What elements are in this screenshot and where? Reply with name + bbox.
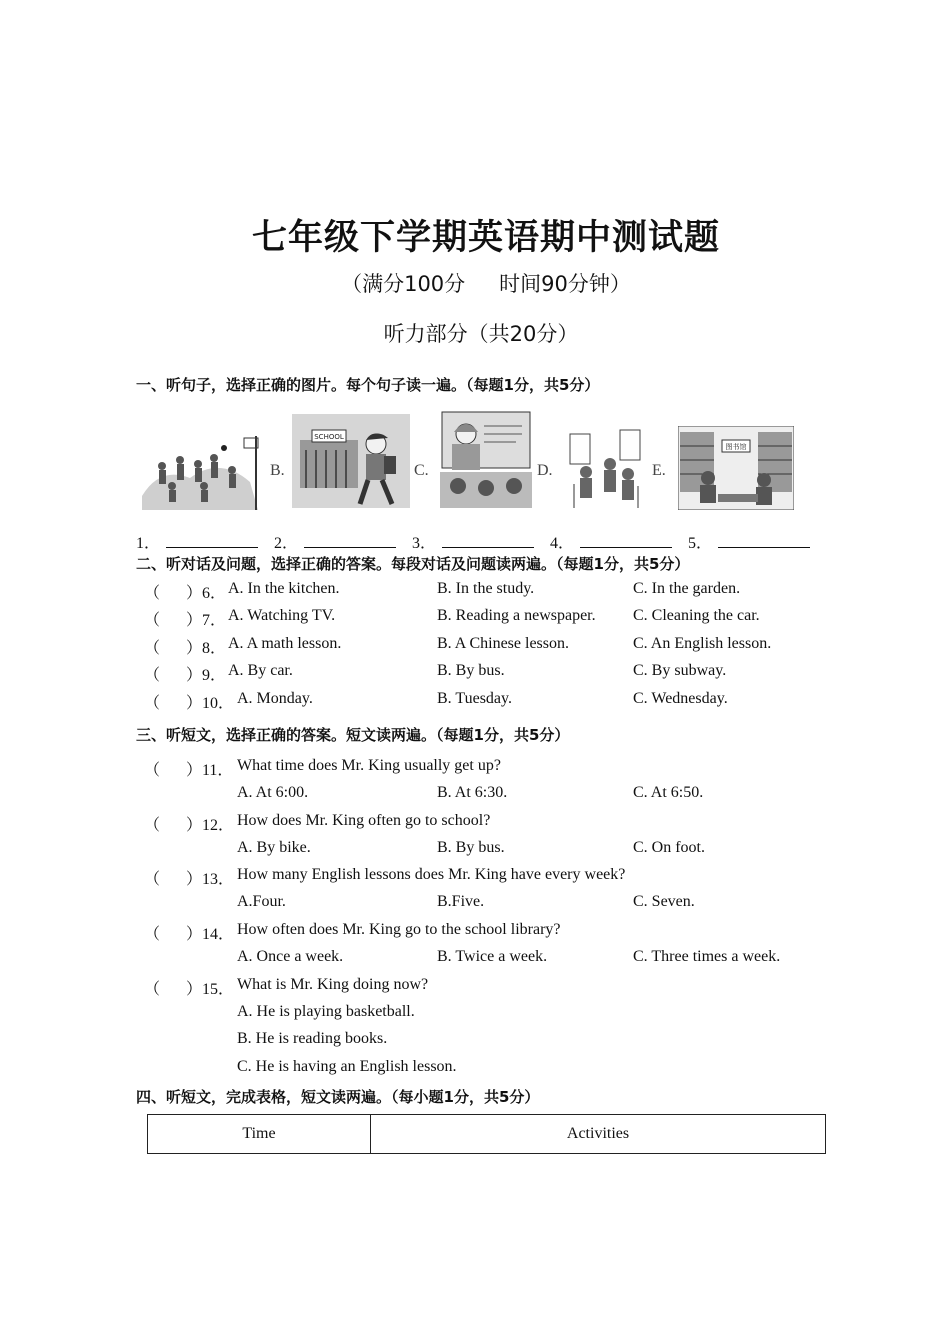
q7-option-b[interactable]: B. Reading a newspaper. xyxy=(437,607,596,624)
table-header-activities: Activities xyxy=(371,1115,826,1154)
blank-1[interactable]: 1． xyxy=(136,530,258,553)
q13-option-c[interactable]: C. Seven. xyxy=(633,893,695,910)
picture-label-b: B. xyxy=(270,462,285,479)
score-info: （满分100分 xyxy=(341,272,466,296)
q8-option-b[interactable]: B. A Chinese lesson. xyxy=(437,635,570,652)
q10-option-c[interactable]: C. Wednesday. xyxy=(633,690,728,707)
picture-b-school xyxy=(292,414,410,508)
activities-table xyxy=(147,1114,826,1154)
q15-text: What is Mr. King doing now? xyxy=(237,976,429,993)
exam-subtitle xyxy=(0,268,950,298)
picture-label-d: D. xyxy=(537,462,553,479)
section-3-heading: 三、听短文，选择正确的答案。短文读两遍。（每题1分，共5分） xyxy=(136,726,570,744)
blank-2[interactable]: 2． xyxy=(274,530,396,553)
q15-option-b[interactable]: B. He is reading books. xyxy=(237,1030,388,1047)
exam-title: 七年级下学期英语期中测试题 xyxy=(251,218,720,258)
picture-e-library xyxy=(678,426,794,510)
picture-a-basketball xyxy=(140,426,268,510)
picture-c-classroom xyxy=(440,410,532,508)
q12-text: How does Mr. King often go to school? xyxy=(237,812,491,829)
q11-text: What time does Mr. King usually get up? xyxy=(237,757,501,774)
q12-option-c[interactable]: C. On foot. xyxy=(633,839,705,856)
q15-option-a[interactable]: A. He is playing basketball. xyxy=(237,1003,415,1020)
q13-option-b[interactable]: B.Five. xyxy=(437,893,485,910)
q9-option-c[interactable]: C. By subway. xyxy=(633,662,727,679)
blank-5[interactable]: 5． xyxy=(688,530,810,553)
picture-label-e: E. xyxy=(652,462,666,479)
q13-text: How many English lessons does Mr. King have every week? xyxy=(237,866,626,883)
q13-option-a[interactable]: A.Four. xyxy=(237,893,286,910)
q14-option-a[interactable]: A. Once a week. xyxy=(237,948,344,965)
q12-option-a[interactable]: A. By bike. xyxy=(237,839,311,856)
q8-option-a[interactable]: A. A math lesson. xyxy=(228,635,342,652)
picture-d-drawing xyxy=(566,424,646,508)
part-title: 听力部分（共20分） xyxy=(383,322,579,346)
blank-3[interactable]: 3． xyxy=(412,530,534,553)
q11-option-a[interactable]: A. At 6:00. xyxy=(237,784,309,801)
q14-option-c[interactable]: C. Three times a week. xyxy=(633,948,781,965)
q12-option-b[interactable]: B. By bus. xyxy=(437,839,505,856)
time-info: 时间90分钟） xyxy=(499,272,631,296)
q6-option-a[interactable]: A. In the kitchen. xyxy=(228,580,340,597)
school-sign-text: SCHOOL xyxy=(314,433,344,441)
q8-option-c[interactable]: C. An English lesson. xyxy=(633,635,772,652)
q15-option-c[interactable]: C. He is having an English lesson. xyxy=(237,1058,457,1075)
library-sign-text: 图书馆 xyxy=(725,443,747,451)
picture-label-c: C. xyxy=(414,462,429,479)
q10-option-b[interactable]: B. Tuesday. xyxy=(437,690,512,707)
q11-option-b[interactable]: B. At 6:30. xyxy=(437,784,508,801)
q11-option-c[interactable]: C. At 6:50. xyxy=(633,784,704,801)
q6-option-c[interactable]: C. In the garden. xyxy=(633,580,741,597)
q14-text: How often does Mr. King go to the school library? xyxy=(237,921,561,938)
table-header-row xyxy=(148,1115,826,1154)
table-header-time: Time xyxy=(148,1115,371,1154)
q7-option-c[interactable]: C. Cleaning the car. xyxy=(633,607,760,624)
q6-option-b[interactable]: B. In the study. xyxy=(437,580,535,597)
q14-option-b[interactable]: B. Twice a week. xyxy=(437,948,548,965)
section-2-heading: 二、听对话及问题，选择正确的答案。每段对话及问题读两遍。（每题1分，共5分） xyxy=(136,555,690,573)
section-1-heading: 一、听句子，选择正确的图片。每个句子读一遍。（每题1分，共5分） xyxy=(136,376,600,394)
q9-option-b[interactable]: B. By bus. xyxy=(437,662,505,679)
blank-4[interactable]: 4． xyxy=(550,530,672,553)
q9-option-a[interactable]: A. By car. xyxy=(228,662,293,679)
q7-option-a[interactable]: A. Watching TV. xyxy=(228,607,336,624)
section-4-heading: 四、听短文，完成表格，短文读两遍。（每小题1分，共5分） xyxy=(136,1088,540,1106)
q10-option-a[interactable]: A. Monday. xyxy=(237,690,313,707)
